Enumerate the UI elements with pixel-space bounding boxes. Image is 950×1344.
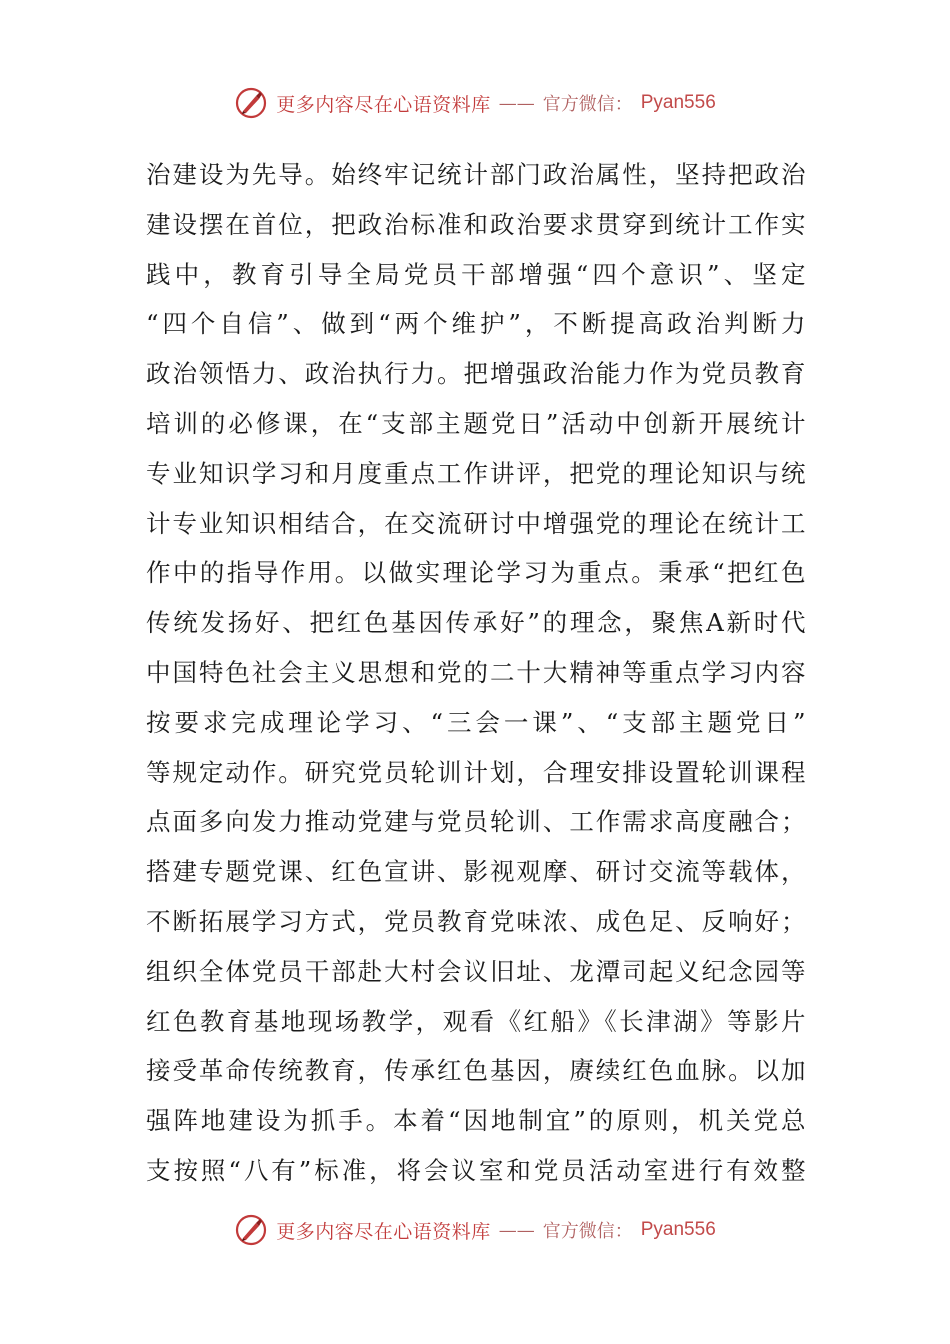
body-line: 专业知识学习和月度重点工作讲评，把党的理论知识与统: [146, 458, 806, 488]
body-line: 不断拓展学习方式，党员教育党味浓、成色足、反响好；: [146, 906, 806, 936]
body-line: 作中的指导作用。以做实理论学习为重点。秉承“把红色: [146, 558, 806, 588]
watermark-dash: ——: [498, 1219, 535, 1241]
body-line: 政治领悟力、政治执行力。把增强政治能力作为党员教育: [146, 359, 806, 389]
body-line: 点面多向发力推动党建与党员轮训、工作需求高度融合；: [146, 807, 806, 837]
document-body: [146, 150, 806, 1196]
body-line: 强阵地建设为抓手。本着“因地制宜”的原则，机关党总: [146, 1106, 806, 1136]
watermark-sub-text: 官方微信：: [542, 1221, 633, 1242]
body-line: 传统发扬好、把红色基因传承好”的理念，聚焦A新时代: [146, 608, 806, 638]
body-line: 中国特色社会主义思想和党的二十大精神等重点学习内容: [146, 657, 806, 687]
pen-logo-icon: [234, 1213, 268, 1247]
watermark-sub-text: 官方微信：: [542, 94, 633, 115]
body-line: 按要求完成理论学习、“三会一课”、“支部主题党日”: [146, 707, 806, 737]
body-line: 治建设为先导。始终牢记统计部门政治属性，坚持把政治: [146, 160, 806, 189]
pen-logo-icon: [234, 86, 268, 120]
body-line: 红色教育基地现场教学，观看《红船》《长津湖》等影片: [146, 1006, 806, 1036]
body-line: 搭建专题党课、红色宣讲、影视观摩、研讨交流等载体，: [146, 857, 806, 887]
body-line: “四个自信”、做到“两个维护”，不断提高政治判断力: [146, 309, 806, 339]
header-watermark: [0, 85, 950, 121]
body-line: 培训的必修课，在“支部主题党日”活动中创新开展统计: [146, 408, 806, 438]
body-line: 建设摆在首位，把政治标准和政治要求贯穿到统计工作实: [146, 209, 806, 239]
watermark-dash: ——: [498, 92, 535, 114]
body-line: 践中，教育引导全局党员干部增强“四个意识”、坚定: [146, 259, 806, 289]
body-line: 接受革命传统教育，传承红色基因，赓续红色血脉。以加: [146, 1056, 806, 1086]
watermark-wechat-id: Pyan556: [640, 1219, 716, 1240]
body-line: 计专业知识相结合，在交流研讨中增强党的理论在统计工: [146, 508, 806, 538]
body-line: 等规定动作。研究党员轮训计划，合理安排设置轮训课程: [146, 757, 806, 787]
watermark-main-text: 更多内容尽在心语资料库: [276, 1220, 491, 1243]
footer-watermark: [0, 1212, 950, 1248]
watermark-wechat-id: Pyan556: [640, 92, 716, 113]
body-line: 组织全体党员干部赴大村会议旧址、龙潭司起义纪念园等: [146, 956, 806, 986]
body-line: 支按照“八有”标准，将会议室和党员活动室进行有效整: [146, 1155, 806, 1185]
watermark-main-text: 更多内容尽在心语资料库: [276, 93, 491, 116]
